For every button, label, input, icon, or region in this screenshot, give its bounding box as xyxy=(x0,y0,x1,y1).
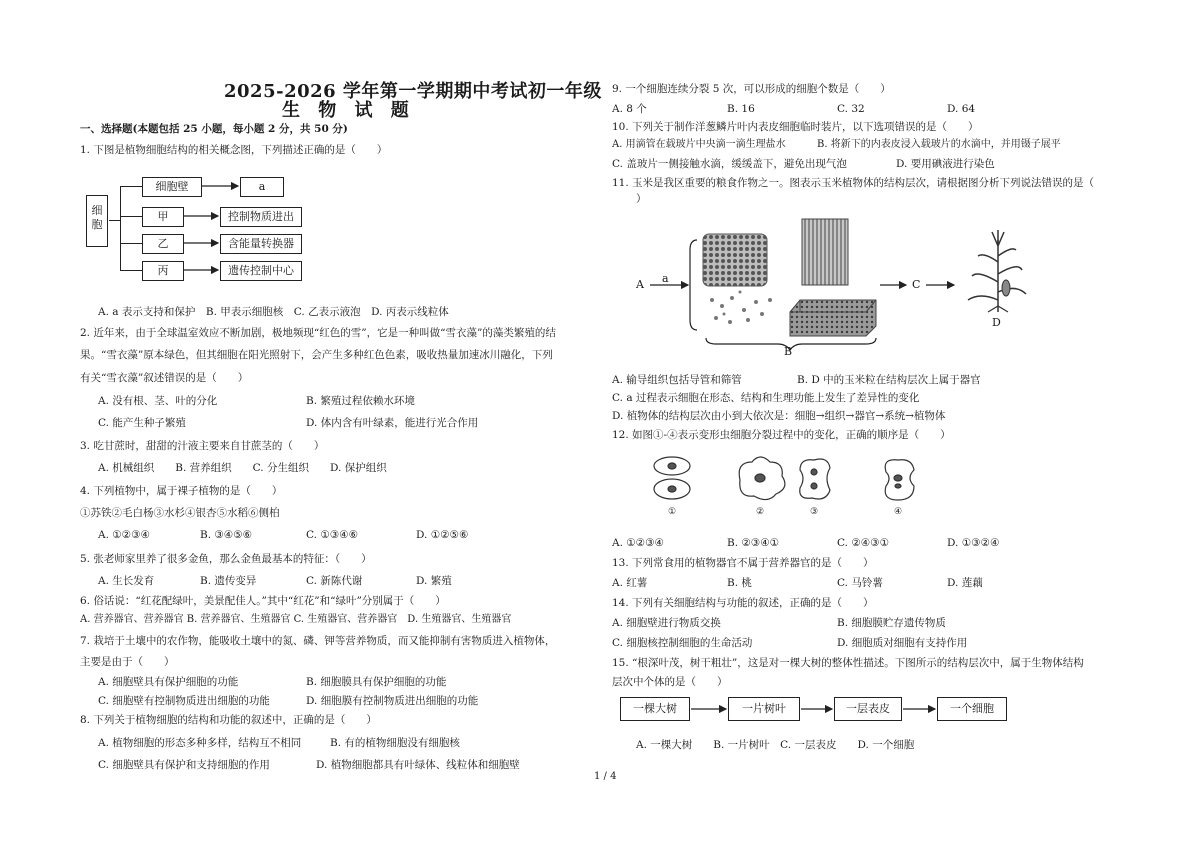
q14-stem: 14. 下列有关细胞结构与功能的叙述，正确的是（ ） xyxy=(612,597,874,609)
q15-line2: 层次中个体的是（ ） xyxy=(612,676,728,688)
q12-option-a: A. ①②③④ xyxy=(612,537,664,549)
q4-option-c: C. ①③④⑥ xyxy=(306,529,358,541)
cell-label: 细胞 xyxy=(91,204,103,231)
q5-option-c: C. 新陈代谢 xyxy=(306,575,363,587)
q13-option-b: B. 桃 xyxy=(727,577,752,589)
q4-option-b: B. ③④⑤⑥ xyxy=(200,529,253,541)
q2-line2: 果。“雪衣藻”原本绿色，但其细胞在阳光照射下，会产生多种红色色素，吸收热量加速冰川融化，下列 xyxy=(80,349,553,361)
q9-stem: 9. 一个细胞连续分裂 5 次，可以形成的细胞个数是（ ） xyxy=(612,83,891,95)
jia-box: 甲 xyxy=(142,207,184,227)
q3-options: A. 机械组织 B. 营养组织 C. 分生组织 D. 保护组织 xyxy=(98,462,387,474)
q4-items: ①苏铁②毛白杨③水杉④银杏⑤水稻⑥侧柏 xyxy=(80,507,280,519)
q8-stem: 8. 下列关于植物细胞的结构和功能的叙述中，正确的是（ ） xyxy=(80,714,377,726)
q14-option-d: D. 细胞质对细胞有支持作用 xyxy=(837,637,968,649)
yi-box: 乙 xyxy=(142,234,184,254)
q10-option-b: B. 将新下的内表皮浸入载玻片的水滴中，并用镊子展平 xyxy=(817,139,1061,150)
cell-label-2: ② xyxy=(756,507,765,517)
level-box-epidermis: 一层表皮 xyxy=(834,697,902,721)
cell-wall-box: 细胞壁 xyxy=(142,177,202,197)
q2-option-d: D. 体内含有叶绿素，能进行光合作用 xyxy=(306,417,479,429)
q9-option-d: D. 64 xyxy=(947,103,976,115)
q12-option-c: C. ②④③① xyxy=(837,537,889,549)
q2-line1: 2. 近年来，由于全球温室效应不断加剧，极地频现“红色的雪”，它是一种叫做“雪衣藻”的藻类繁殖的结 xyxy=(80,327,556,339)
q1-stem: 1. 下图是植物细胞结构的相关概念图，下列描述正确的是（ ） xyxy=(80,144,388,156)
q4-stem: 4. 下列植物中，属于裸子植物的是（ ） xyxy=(80,485,283,497)
q14-option-b: B. 细胞膜贮存遗传物质 xyxy=(837,617,946,629)
q11-option-c: C. a 过程表示细胞在形态、结构和生理功能上发生了差异性的变化 xyxy=(612,392,920,404)
cell-label-4: ④ xyxy=(894,507,903,517)
q1-options: A. a 表示支持和保护 B. 甲表示细胞核 C. 乙表示液泡 D. 丙表示线粒体 xyxy=(98,306,449,318)
page-number: 1 / 4 xyxy=(594,771,617,782)
level-box-tree: 一棵大树 xyxy=(620,697,690,721)
bing-box: 丙 xyxy=(142,261,184,281)
q7-option-c: C. 细胞壁有控制物质进出细胞的功能 xyxy=(98,695,270,707)
q2-line3: 有关“雪衣藻”叙述错误的是（ ） xyxy=(80,372,249,384)
q11-line2: ） xyxy=(636,193,647,205)
q5-option-b: B. 遗传变异 xyxy=(200,575,257,587)
q6-options: A. 营养器官、营养器官 B. 营养器官、生殖器官 C. 生殖器官、营养器官 D. 生殖器官、生殖器官 xyxy=(80,614,512,625)
cell-label-1: ① xyxy=(668,507,677,517)
q14-option-c: C. 细胞核控制细胞的生命活动 xyxy=(612,637,753,649)
q6-stem: 6. 俗话说：“红花配绿叶，美景配佳人。”其中“红花”和“绿叶”分别属于（ ） xyxy=(80,595,446,607)
a-box: a xyxy=(240,177,284,197)
fig-label-A: A xyxy=(636,278,644,291)
fig-label-D: D xyxy=(992,316,1001,329)
q11-option-a: A. 输导组织包括导管和筛管 xyxy=(612,374,742,386)
q9-option-c: C. 32 xyxy=(837,103,865,115)
q13-option-d: D. 莲藕 xyxy=(947,577,983,589)
q15-options: A. 一棵大树 B. 一片树叶 C. 一层表皮 D. 一个细胞 xyxy=(636,739,915,751)
page-title: 2025-2026 学年第一学期期中考试初一年级 xyxy=(224,81,602,102)
q8-option-c: C. 细胞壁具有保护和支持细胞的作用 xyxy=(98,759,270,771)
q8-option-d: D. 植物细胞都具有叶绿体、线粒体和细胞壁 xyxy=(316,759,520,771)
q13-option-a: A. 红薯 xyxy=(612,577,648,589)
q7-line1: 7. 栽培于土壤中的农作物，能吸收土壤中的氮、磷、钾等营养物质，而又能抑制有害物质进入植物体， xyxy=(80,635,556,647)
q7-option-d: D. 细胞膜有控制物质进出细胞的功能 xyxy=(306,695,479,707)
q7-line2: 主要是由于（ ） xyxy=(80,656,175,668)
q9-option-b: B. 16 xyxy=(727,103,755,115)
q9-option-a: A. 8 个 xyxy=(612,103,647,115)
q10-option-d: D. 要用碘液进行染色 xyxy=(896,158,995,170)
q5-stem: 5. 张老师家里养了很多金鱼，那么金鱼最基本的特征：（ ） xyxy=(80,553,372,565)
q8-option-b: B. 有的植物细胞没有细胞核 xyxy=(330,737,460,749)
cell-label-3: ③ xyxy=(810,507,819,517)
page-subtitle: 生 物 试 题 xyxy=(282,100,415,121)
q14-option-a: A. 细胞壁进行物质交换 xyxy=(612,617,721,629)
q11-option-b: B. D 中的玉米粒在结构层次上属于器官 xyxy=(797,374,981,386)
q2-option-a: A. 没有根、茎、叶的分化 xyxy=(98,395,218,407)
q4-option-a: A. ①②③④ xyxy=(98,529,150,541)
q13-option-c: C. 马铃薯 xyxy=(837,577,883,589)
q10-stem: 10. 下列关于制作洋葱鳞片叶内表皮细胞临时装片，以下选项错误的是（ ） xyxy=(612,121,979,133)
energy-box: 含能量转换器 xyxy=(220,234,302,254)
q11-line1: 11. 玉米是我区重要的粮食作物之一。图表示玉米植物体的结构层次，请根据图分析下列说法错误的是（ xyxy=(612,177,1095,189)
fig-label-B: B xyxy=(784,345,793,358)
q5-option-d: D. 繁殖 xyxy=(416,575,452,587)
level-box-cell: 一个细胞 xyxy=(937,697,1007,721)
q12-option-b: B. ②③④① xyxy=(727,537,780,549)
q12-stem: 12. 如图①-④表示变形虫细胞分裂过程中的变化，正确的顺序是（ ） xyxy=(612,429,951,441)
q10-option-a: A. 用滴管在载玻片中央滴一滴生理盐水 xyxy=(612,139,786,150)
q12-option-d: D. ①③②④ xyxy=(947,537,1000,549)
genetic-box: 遗传控制中心 xyxy=(220,261,302,281)
q2-option-c: C. 能产生种子繁殖 xyxy=(98,417,186,429)
q3-stem: 3. 吃甘蔗时，甜甜的汁液主要来自甘蔗茎的（ ） xyxy=(80,440,325,452)
q2-option-b: B. 繁殖过程依赖水环境 xyxy=(306,395,415,407)
fig-label-a: a xyxy=(662,272,669,285)
q7-option-a: A. 细胞壁具有保护细胞的功能 xyxy=(98,676,239,688)
q13-stem: 13. 下列常食用的植物器官不属于营养器官的是（ ） xyxy=(612,557,874,569)
q7-option-b: B. 细胞膜具有保护细胞的功能 xyxy=(306,676,447,688)
control-box: 控制物质进出 xyxy=(220,207,302,227)
q4-option-d: D. ①②⑤⑥ xyxy=(416,529,469,541)
q5-option-a: A. 生长发育 xyxy=(98,575,155,587)
q11-option-d: D. 植物体的结构层次由小到大依次是：细胞→组织→器官→系统→植物体 xyxy=(612,410,946,422)
q10-option-c: C. 盖玻片一侧接触水滴，缓缓盖下，避免出现气泡 xyxy=(612,158,847,170)
section-heading: 一、选择题(本题包括 25 小题，每小题 2 分，共 50 分) xyxy=(80,123,348,135)
level-box-leaf: 一片树叶 xyxy=(728,697,800,721)
q8-option-a: A. 植物细胞的形态多种多样，结构互不相同 xyxy=(98,737,302,749)
fig-label-C: C xyxy=(912,278,921,291)
q15-line1: 15. “根深叶茂，树干粗壮”，这是对一棵大树的整体性描述。下图所示的结构层次中，属于生物体结构 xyxy=(612,657,1084,669)
